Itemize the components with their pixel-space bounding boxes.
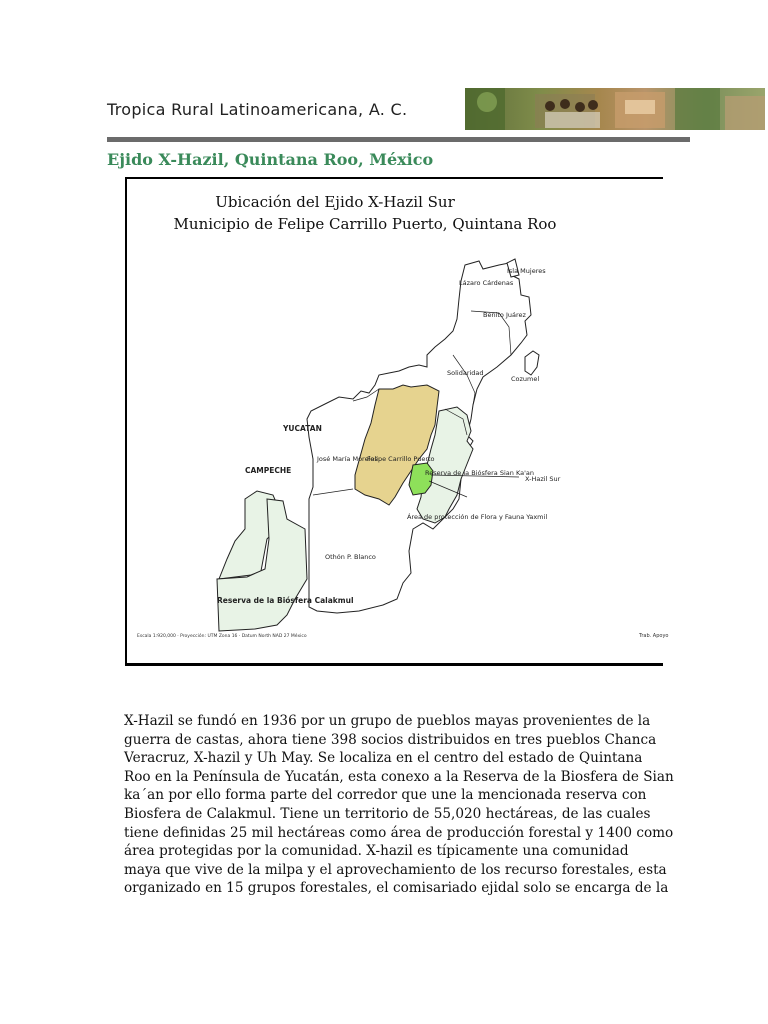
label-campeche: CAMPECHE	[245, 466, 292, 475]
organization-name: Tropica Rural Latinoamericana, A. C.	[107, 100, 408, 119]
body-line: maya que vive de la milpa y el aprovechamiento de los recurso forestales, esta	[124, 861, 667, 878]
label-reserva-sian-kaan: Reserva de la Biósfera Sian Ka'an	[425, 469, 534, 477]
body-line: organizado en 15 grupos forestales, el comisariado ejidal solo se encarga de la	[124, 880, 669, 897]
label-felipe-carrillo: Felipe Carrillo Puerto	[367, 455, 435, 463]
header-photo-banner	[465, 88, 765, 130]
body-line: X-Hazil se fundó en 1936 por un grupo de pueblos mayas provenientes de la	[124, 713, 651, 729]
map-projection-note: Escala 1:920,000 · Proyección: UTM Zona 16 · Datum North NAD 27 México	[137, 634, 307, 639]
body-line: tiene definidas 25 mil hectáreas como área de producción forestal y 1400 como	[124, 824, 674, 841]
body-line: Biosfera de Calakmul. Tiene un territorio de 55,020 hectáreas, de las cuales	[124, 805, 651, 822]
label-jose-maria-morelos: José María Morelos	[317, 455, 378, 463]
body-paragraph	[124, 712, 674, 898]
body-line: Roo en la Península de Yucatán, esta conexo a la Reserva de la Biosfera de Sian	[124, 768, 674, 785]
label-othon-blanco: Othón P. Blanco	[325, 553, 376, 561]
label-lazaro-cardenas: Lázaro Cárdenas	[459, 279, 514, 287]
cozumel-island	[525, 351, 539, 375]
label-isla-mujeres: Isla Mujeres	[507, 267, 546, 275]
map-title-line1: Ubicación del Ejido X-Hazil Sur	[215, 193, 455, 211]
body-line: Veracruz, X-hazil y Uh May. Se localiza en el centro del estado de Quintana	[124, 750, 643, 767]
label-reserva-calakmul: Reserva de la Biósfera Calakmul	[217, 596, 354, 605]
label-benito-juarez: Benito Juárez	[483, 311, 526, 319]
map-right-note: Trab. Apoyo	[639, 633, 669, 639]
map-title-line2: Municipio de Felipe Carrillo Puerto, Quintana Roo	[173, 215, 557, 233]
label-yucatan: YUCATAN	[283, 424, 322, 433]
body-line: ka´an por ello forma parte del corredor que une la mencionada reserva con	[124, 787, 647, 804]
body-line: guerra de castas, ahora tiene 398 socios distribuidos en tres pueblos Chanca	[124, 731, 657, 748]
map-drawing	[127, 179, 669, 663]
label-x-hazil-sur: X-Hazil Sur	[525, 475, 561, 483]
body-line: área protegidas por la comunidad. X-hazil es típicamente una comunidad	[124, 843, 629, 860]
header-divider	[107, 137, 690, 142]
label-cozumel: Cozumel	[511, 375, 540, 383]
label-area-proteccion: Área de protección de Flora y Fauna Yaxmil	[407, 513, 548, 521]
page-subtitle: Ejido X-Hazil, Quintana Roo, México	[107, 150, 434, 169]
location-map	[125, 177, 669, 666]
label-solidaridad: Solidaridad	[447, 369, 484, 377]
